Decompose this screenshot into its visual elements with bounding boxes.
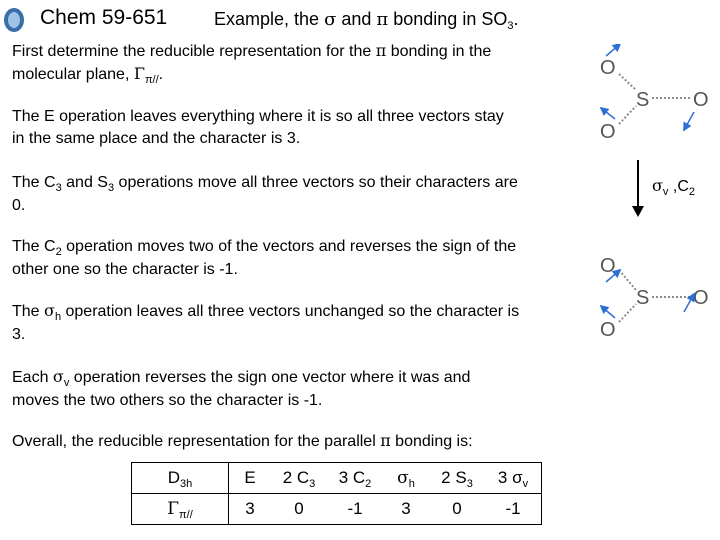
oxygen-right: O	[693, 89, 709, 111]
logo-icon	[0, 0, 36, 36]
e-operation-paragraph: The E operation leaves everything where it is so all three vectors stay in the same place and the character is 3.	[12, 108, 504, 147]
header-cell: 3 $C_2$	[327, 463, 383, 494]
operation-label: $\sigma_v$ $,C_2$	[652, 176, 695, 198]
so3-vectors-diagram-bottom	[590, 248, 720, 348]
sulfur: S	[636, 89, 650, 111]
intro-paragraph: First determine the reducible representation for the π bonding in the molecular plane, $\Gamma_{\pi//}$.	[12, 41, 492, 86]
value-cell: 3	[245, 499, 255, 518]
header-cell: 3 $\sigma_v$	[485, 463, 542, 494]
oxygen-upper: O	[600, 57, 616, 79]
header-cell: 2 $S_3$	[429, 463, 485, 494]
rep-label: $\Gamma_{\pi//}$	[132, 494, 229, 525]
c3-s3-paragraph: The $C_3$ and $S_3$ operations move all three vectors so their characters are 0.	[12, 174, 518, 214]
value-cell: 3	[401, 499, 411, 518]
value-cell: -1	[347, 499, 363, 518]
sigma-symbol: σ	[324, 9, 337, 30]
header-cell: 2 $C_3$	[271, 463, 327, 494]
oxygen-lower: O	[600, 121, 616, 143]
vector-lower-arrow	[601, 108, 615, 119]
value-cell: 0	[294, 499, 304, 518]
table-header-row	[132, 463, 542, 494]
header-cell: E	[229, 463, 272, 494]
header-cell: $\sigma_h$	[383, 463, 429, 494]
value-cell: 0	[452, 499, 462, 518]
slide-title: Example, the σ and π bonding in $SO_3$.	[214, 9, 519, 32]
oxygen-upper: O	[600, 255, 616, 277]
sigma-v-paragraph: Each $\sigma_v$ operation reverses the sign one vector where it was and moves the two others so the character is -1.	[12, 367, 471, 409]
pi-symbol: π	[376, 9, 389, 30]
c2-paragraph: The $C_2$ operation moves two of the vectors and reverses the sign of the other one so the character is -1.	[12, 238, 517, 278]
vector-upper-arrow	[606, 44, 620, 56]
so3-vectors-diagram-top	[590, 44, 720, 148]
course-title: Chem 59-651	[40, 6, 168, 29]
operation-down-arrow	[630, 160, 646, 218]
oxygen-lower: O	[600, 319, 616, 341]
vector-lower-arrow	[601, 306, 615, 318]
table-row	[132, 494, 542, 525]
overall-paragraph: Overall, the reducible representation for the parallel π bonding is:	[12, 431, 473, 450]
point-group-label: $D_{3h}$	[132, 463, 229, 494]
bond-upper	[619, 270, 636, 290]
bond-lower	[619, 304, 636, 322]
bond-upper	[619, 74, 636, 90]
oxygen-right: O	[693, 287, 709, 309]
bond-lower	[619, 106, 636, 124]
value-cell: -1	[505, 499, 521, 518]
sulfur: S	[636, 287, 650, 309]
vector-right-arrow	[684, 112, 694, 130]
character-table	[131, 462, 542, 525]
sigma-h-paragraph: The $\sigma_h$ operation leaves all three vectors unchanged so the character is 3.	[12, 301, 520, 343]
